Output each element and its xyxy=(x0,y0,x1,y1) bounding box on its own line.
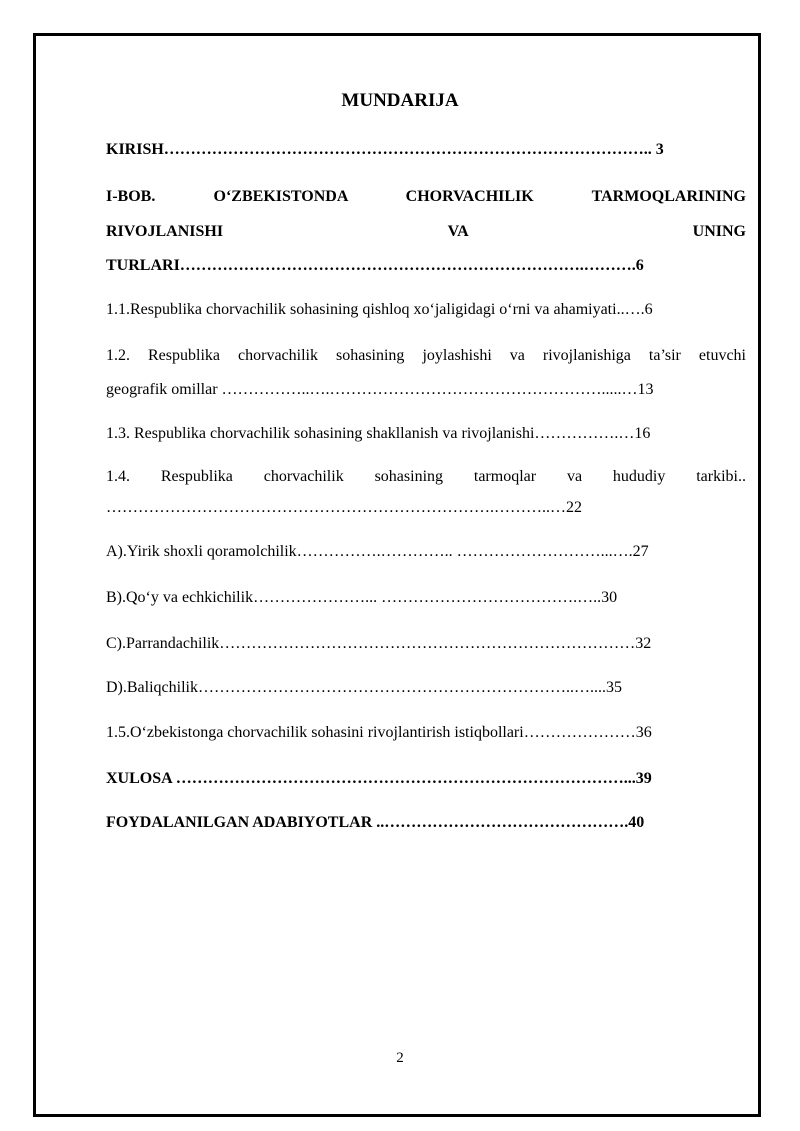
toc-section-1-4-line2: ……………………………………………………………….………..…22 xyxy=(106,499,582,516)
toc-chapter1-line3: TURLARI………………………………………………………………….……….6 xyxy=(106,257,644,274)
page-title: MUNDARIJA xyxy=(341,90,459,111)
toc-item-b: B).Qo‘y va echkichilik…………………... ……………………………….…..30 xyxy=(106,589,618,606)
toc-item-c: C).Parrandachilik……………………………………………………………………32 xyxy=(106,635,652,652)
toc-item-a: A).Yirik shoxli qoramolchilik…………….………….. ………………………...….27 xyxy=(106,543,649,560)
page-number: 2 xyxy=(396,1050,404,1066)
toc-section-1-5: 1.5.O‘zbekistonga chorvachilik sohasini rivojlantirish istiqbollari…………………36 xyxy=(106,724,652,741)
toc-section-1-4-line1: 1.4. Respublika chorvachilik sohasining tarmoqlar va hududiy tarkibi.. xyxy=(106,468,746,485)
toc-section-1-2-line1: 1.2. Respublika chorvachilik sohasining joylashishi va rivojlanishiga ta’sir etuvchi xyxy=(106,347,746,364)
toc-xulosa: XULOSA …………………………………………………………………………...39 xyxy=(106,770,652,787)
toc-section-1-3: 1.3. Respublika chorvachilik sohasining shakllanish va rivojlanishi…………….…16 xyxy=(106,425,651,442)
toc-item-d: D).Baliqchilik……………………………………………………………..…....35 xyxy=(106,679,622,696)
toc-kirish: KIRISH……………………………………………………………………………….. 3 xyxy=(106,141,664,158)
toc-adabiyotlar: FOYDALANILGAN ADABIYOTLAR ..……………………………………….40 xyxy=(106,814,645,831)
toc-chapter1-line2: RIVOJLANISHI VA UNING xyxy=(106,223,746,240)
toc-section-1-2-line2: geografik omillar ……………..….…………………………………………….....…13 xyxy=(106,381,654,398)
toc-section-1-1: 1.1.Respublika chorvachilik sohasining qishloq xo‘jaligidagi o‘rni va ahamiyati..….6 xyxy=(106,301,653,318)
toc-chapter1-line1: I-BOB. O‘ZBEKISTONDA CHORVACHILIK TARMOQLARINING xyxy=(106,188,746,205)
